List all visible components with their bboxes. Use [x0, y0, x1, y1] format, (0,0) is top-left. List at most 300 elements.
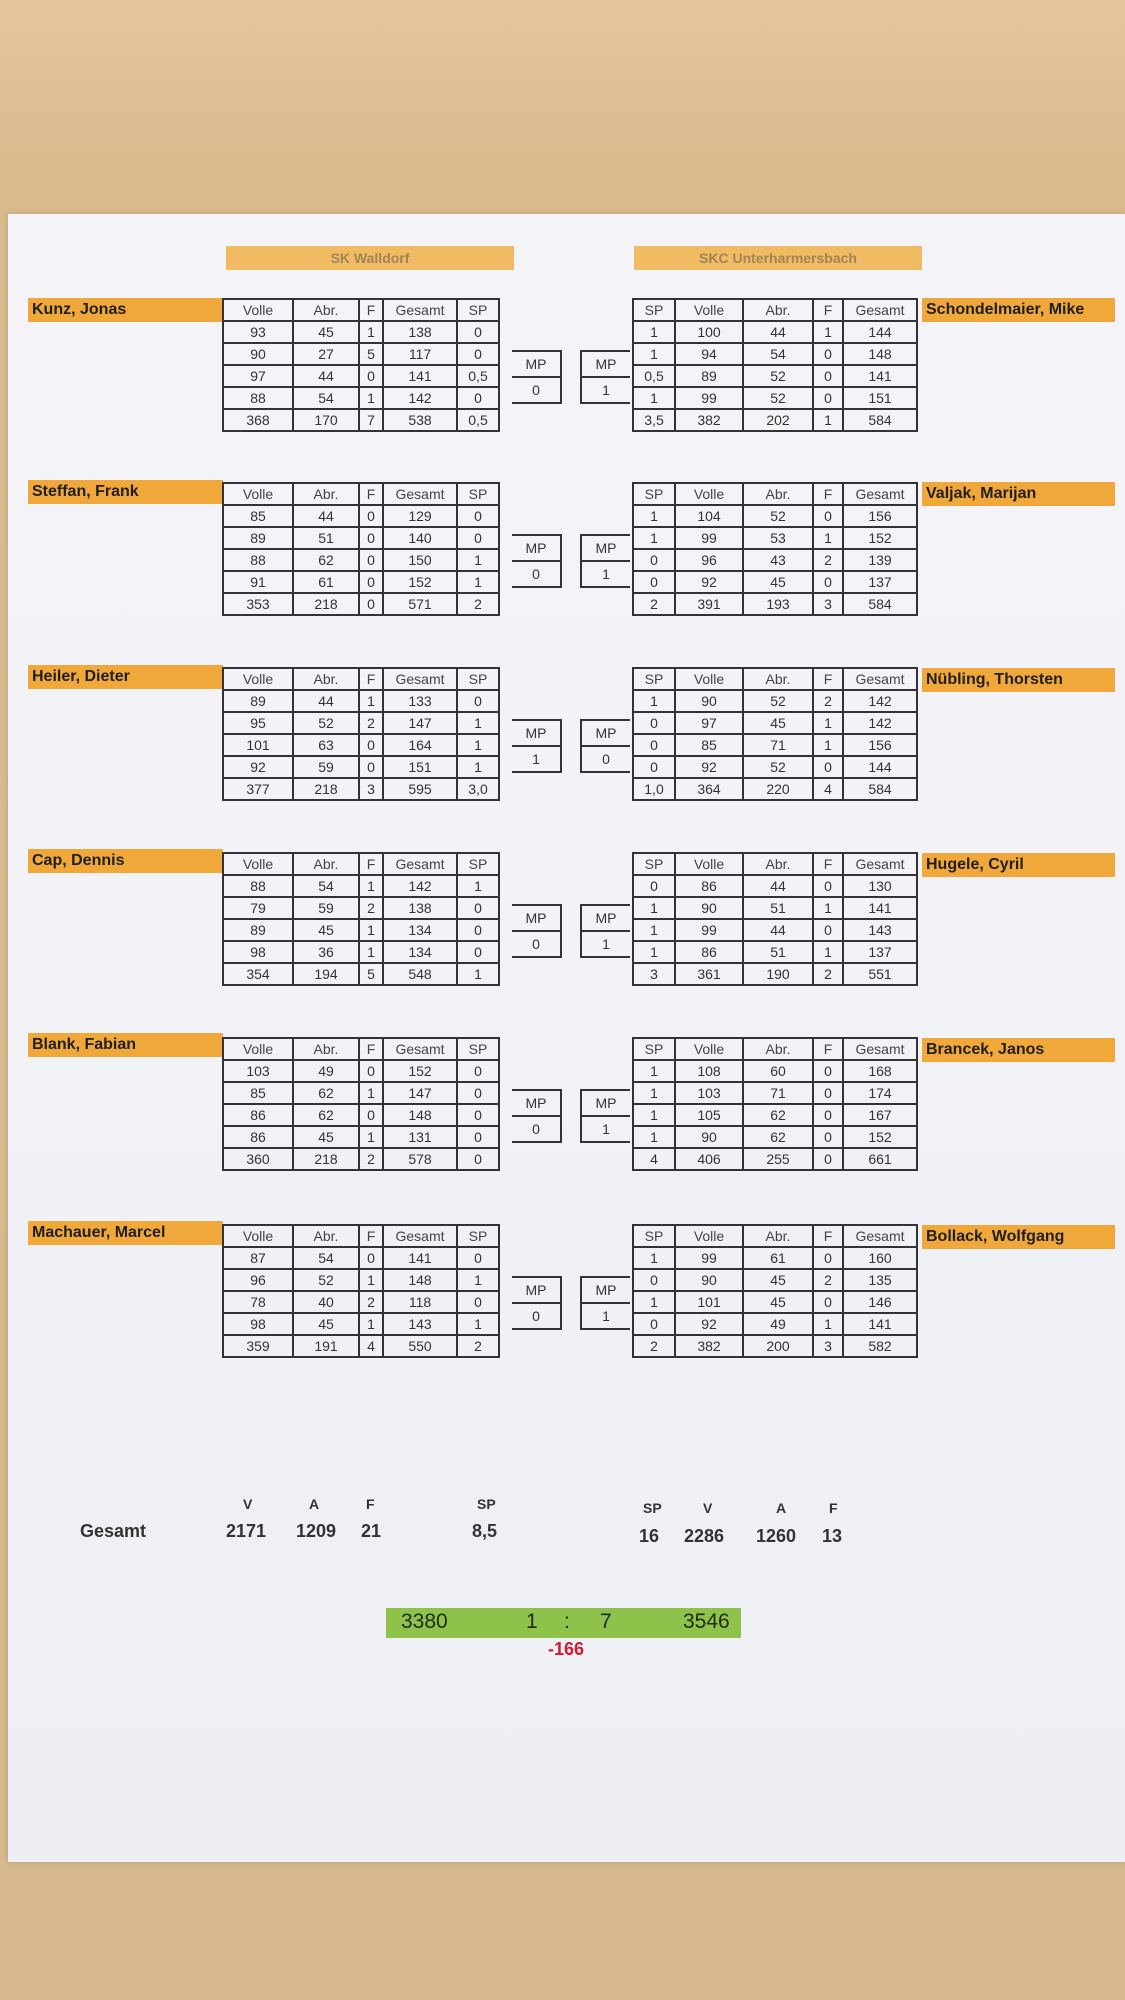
table-cell: 99	[675, 527, 743, 549]
table-cell: 61	[293, 571, 359, 593]
table-cell: 61	[743, 1247, 813, 1269]
table-cell: 550	[383, 1335, 457, 1357]
table-cell: 0	[633, 549, 675, 571]
summary-right-sp: 16	[639, 1526, 660, 1546]
table-cell: 104	[675, 505, 743, 527]
table-cell: 368	[223, 409, 293, 431]
table-row	[633, 343, 917, 365]
table-cell: 49	[743, 1313, 813, 1335]
column-header: Abr.	[293, 668, 359, 690]
mp-value: 1	[602, 1121, 610, 1137]
table-cell: 51	[743, 941, 813, 963]
table-cell: 1	[633, 897, 675, 919]
table-cell: 218	[293, 1148, 359, 1170]
table-cell: 200	[743, 1335, 813, 1357]
column-header: Abr.	[743, 299, 813, 321]
table-cell: 193	[743, 593, 813, 615]
table-cell: 220	[743, 778, 813, 800]
table-cell: 1	[359, 941, 383, 963]
table-cell: 0	[813, 756, 843, 778]
table-cell: 160	[843, 1247, 917, 1269]
table-cell: 141	[843, 1313, 917, 1335]
table-cell: 137	[843, 571, 917, 593]
table-cell: 142	[843, 712, 917, 734]
column-header: Abr.	[743, 668, 813, 690]
table-cell: 1	[457, 1269, 499, 1291]
table-cell: 0	[457, 919, 499, 941]
left-score-table	[222, 667, 500, 801]
table-cell: 364	[675, 778, 743, 800]
table-cell: 150	[383, 549, 457, 571]
table-cell: 1	[813, 734, 843, 756]
table-cell: 1	[633, 1060, 675, 1082]
match-points-box-left	[512, 350, 562, 404]
table-cell: 51	[293, 527, 359, 549]
total-row	[633, 593, 917, 615]
column-header: SP	[457, 668, 499, 690]
table-cell: 0	[359, 734, 383, 756]
table-row	[223, 1269, 499, 1291]
table-cell: 1	[359, 387, 383, 409]
column-header: Volle	[223, 299, 293, 321]
summary-left-v: 2171	[226, 1521, 267, 1541]
table-cell: 1	[457, 712, 499, 734]
table-header-row	[223, 1225, 499, 1247]
table-cell: 54	[293, 1247, 359, 1269]
table-cell: 71	[743, 734, 813, 756]
table-cell: 85	[223, 505, 293, 527]
total-row	[633, 1335, 917, 1357]
table-cell: 1	[813, 321, 843, 343]
table-row	[633, 527, 917, 549]
left-score-table	[222, 852, 500, 986]
column-header: SP	[633, 668, 675, 690]
column-header: Abr.	[743, 483, 813, 505]
table-cell: 0	[457, 321, 499, 343]
table-row	[223, 941, 499, 963]
table-cell: 144	[843, 756, 917, 778]
summary-left-a: 1209	[296, 1521, 337, 1541]
table-cell: 551	[843, 963, 917, 985]
table-cell: 45	[743, 571, 813, 593]
table-header-row	[633, 668, 917, 690]
table-cell: 2	[457, 593, 499, 615]
table-cell: 1	[457, 963, 499, 985]
column-header: Volle	[223, 853, 293, 875]
column-header: Gesamt	[843, 1038, 917, 1060]
final-mp-left: 1	[526, 1610, 538, 1633]
column-header: Volle	[223, 483, 293, 505]
table-row	[633, 505, 917, 527]
table-cell: 4	[813, 778, 843, 800]
summary-left-f: 21	[361, 1521, 382, 1541]
table-cell: 0,5	[633, 365, 675, 387]
table-cell: 140	[383, 527, 457, 549]
table-cell: 1	[457, 1313, 499, 1335]
table-cell: 0	[633, 875, 675, 897]
column-header: SP	[633, 1225, 675, 1247]
table-cell: 584	[843, 593, 917, 615]
summary-left-f-header: F	[366, 1496, 375, 1512]
mp-value: 1	[532, 751, 540, 767]
table-cell: 62	[293, 549, 359, 571]
table-cell: 0	[457, 1247, 499, 1269]
column-header: Gesamt	[843, 853, 917, 875]
table-cell: 86	[223, 1126, 293, 1148]
table-cell: 54	[293, 387, 359, 409]
table-cell: 1	[457, 734, 499, 756]
table-cell: 391	[675, 593, 743, 615]
total-row	[633, 409, 917, 431]
table-row	[223, 321, 499, 343]
table-row	[223, 571, 499, 593]
table-cell: 103	[675, 1082, 743, 1104]
table-cell: 86	[223, 1104, 293, 1126]
total-row	[223, 593, 499, 615]
table-cell: 52	[293, 712, 359, 734]
table-cell: 1	[359, 1126, 383, 1148]
table-cell: 99	[675, 1247, 743, 1269]
table-cell: 96	[223, 1269, 293, 1291]
table-row	[633, 549, 917, 571]
table-cell: 1	[457, 756, 499, 778]
table-cell: 1	[633, 505, 675, 527]
table-cell: 59	[293, 756, 359, 778]
right-score-table	[632, 482, 918, 616]
table-cell: 78	[223, 1291, 293, 1313]
table-cell: 141	[383, 365, 457, 387]
table-cell: 52	[743, 505, 813, 527]
table-cell: 141	[843, 365, 917, 387]
column-header: F	[359, 1225, 383, 1247]
table-header-row	[223, 299, 499, 321]
table-row	[633, 734, 917, 756]
match-points-box-left	[512, 534, 562, 588]
table-cell: 0	[359, 549, 383, 571]
column-header: SP	[457, 853, 499, 875]
table-row	[633, 690, 917, 712]
table-cell: 0	[359, 1060, 383, 1082]
total-row	[633, 963, 917, 985]
table-cell: 1	[633, 690, 675, 712]
left-score-table	[222, 298, 500, 432]
table-row	[633, 1291, 917, 1313]
table-cell: 135	[843, 1269, 917, 1291]
summary-left-a-header: A	[309, 1496, 320, 1512]
player-name-left: Kunz, Jonas	[28, 298, 223, 322]
table-cell: 382	[675, 1335, 743, 1357]
final-score-bar	[386, 1608, 741, 1638]
left-score-table	[222, 482, 500, 616]
table-cell: 85	[223, 1082, 293, 1104]
mp-label: MP	[582, 536, 630, 562]
table-cell: 0	[633, 1269, 675, 1291]
table-cell: 156	[843, 734, 917, 756]
table-cell: 406	[675, 1148, 743, 1170]
table-cell: 105	[675, 1104, 743, 1126]
table-cell: 91	[223, 571, 293, 593]
table-cell: 0	[813, 1060, 843, 1082]
mp-value: 0	[532, 936, 540, 952]
mp-value: 1	[602, 566, 610, 582]
table-cell: 0	[359, 365, 383, 387]
table-row	[223, 1082, 499, 1104]
table-cell: 0	[457, 897, 499, 919]
column-header: Gesamt	[383, 1038, 457, 1060]
table-cell: 88	[223, 875, 293, 897]
table-cell: 151	[843, 387, 917, 409]
table-cell: 146	[843, 1291, 917, 1313]
table-cell: 5	[359, 963, 383, 985]
left-score-table	[222, 1037, 500, 1171]
table-cell: 0	[813, 1082, 843, 1104]
table-cell: 92	[675, 1313, 743, 1335]
column-header: Gesamt	[383, 1225, 457, 1247]
table-cell: 0	[359, 571, 383, 593]
table-cell: 2	[359, 1148, 383, 1170]
column-header: SP	[457, 1225, 499, 1247]
table-cell: 2	[359, 897, 383, 919]
table-header-row	[633, 299, 917, 321]
table-cell: 0	[813, 1247, 843, 1269]
table-cell: 361	[675, 963, 743, 985]
column-header: Gesamt	[843, 299, 917, 321]
player-name-left: Blank, Fabian	[28, 1033, 223, 1057]
table-row	[633, 1060, 917, 1082]
column-header: SP	[633, 299, 675, 321]
table-cell: 44	[743, 875, 813, 897]
table-row	[223, 1291, 499, 1313]
column-header: Volle	[675, 1038, 743, 1060]
table-cell: 1	[633, 1082, 675, 1104]
table-cell: 99	[675, 919, 743, 941]
table-cell: 0	[457, 1126, 499, 1148]
table-cell: 1	[813, 897, 843, 919]
score-difference: -166	[548, 1639, 585, 1659]
table-cell: 117	[383, 343, 457, 365]
column-header: SP	[633, 483, 675, 505]
table-cell: 0,5	[457, 365, 499, 387]
table-cell: 584	[843, 409, 917, 431]
table-cell: 52	[743, 387, 813, 409]
table-cell: 59	[293, 897, 359, 919]
table-row	[223, 505, 499, 527]
table-cell: 141	[383, 1247, 457, 1269]
table-cell: 143	[843, 919, 917, 941]
table-row	[633, 897, 917, 919]
table-cell: 147	[383, 712, 457, 734]
table-cell: 97	[223, 365, 293, 387]
table-header-row	[223, 483, 499, 505]
table-cell: 2	[813, 1269, 843, 1291]
table-cell: 90	[223, 343, 293, 365]
table-cell: 60	[743, 1060, 813, 1082]
table-cell: 90	[675, 1126, 743, 1148]
table-cell: 144	[843, 321, 917, 343]
mp-label: MP	[512, 536, 560, 562]
table-cell: 62	[293, 1104, 359, 1126]
table-cell: 174	[843, 1082, 917, 1104]
table-cell: 40	[293, 1291, 359, 1313]
mp-label: MP	[512, 721, 560, 747]
table-cell: 584	[843, 778, 917, 800]
table-row	[223, 756, 499, 778]
right-score-table	[632, 298, 918, 432]
total-row	[223, 1148, 499, 1170]
player-name-right: Bollack, Wolfgang	[922, 1225, 1115, 1249]
table-cell: 0	[359, 593, 383, 615]
table-cell: 98	[223, 1313, 293, 1335]
table-cell: 0,5	[457, 409, 499, 431]
match-points-box-right	[580, 350, 630, 404]
mp-label: MP	[582, 1091, 630, 1117]
table-cell: 96	[675, 549, 743, 571]
table-cell: 2	[359, 712, 383, 734]
table-header-row	[633, 1225, 917, 1247]
mp-value: 0	[532, 382, 540, 398]
table-cell: 103	[223, 1060, 293, 1082]
table-cell: 44	[743, 321, 813, 343]
table-cell: 170	[293, 409, 359, 431]
total-row	[223, 409, 499, 431]
table-cell: 52	[743, 756, 813, 778]
table-row	[633, 1313, 917, 1335]
column-header: SP	[457, 299, 499, 321]
table-cell: 0	[359, 527, 383, 549]
mp-value: 1	[602, 382, 610, 398]
table-cell: 2	[457, 1335, 499, 1357]
column-header: F	[813, 668, 843, 690]
table-cell: 45	[293, 321, 359, 343]
player-name-left: Machauer, Marcel	[28, 1221, 223, 1245]
table-cell: 218	[293, 778, 359, 800]
table-cell: 168	[843, 1060, 917, 1082]
column-header: Gesamt	[383, 483, 457, 505]
table-row	[223, 734, 499, 756]
table-cell: 152	[383, 1060, 457, 1082]
table-row	[633, 1104, 917, 1126]
column-header: Gesamt	[383, 299, 457, 321]
table-cell: 44	[743, 919, 813, 941]
table-cell: 88	[223, 387, 293, 409]
table-cell: 3	[633, 963, 675, 985]
mp-value: 0	[602, 751, 610, 767]
mp-label: MP	[512, 352, 560, 378]
table-row	[223, 527, 499, 549]
table-cell: 0	[457, 527, 499, 549]
column-header: F	[813, 483, 843, 505]
table-cell: 0	[633, 756, 675, 778]
column-header: F	[359, 483, 383, 505]
table-row	[223, 549, 499, 571]
table-cell: 1	[633, 1291, 675, 1313]
table-row	[223, 1104, 499, 1126]
column-header: SP	[633, 853, 675, 875]
table-cell: 377	[223, 778, 293, 800]
table-cell: 0	[813, 919, 843, 941]
table-cell: 1	[359, 1082, 383, 1104]
table-row	[223, 1126, 499, 1148]
table-cell: 1	[633, 387, 675, 409]
table-cell: 595	[383, 778, 457, 800]
table-row	[633, 756, 917, 778]
column-header: Gesamt	[843, 483, 917, 505]
player-name-right: Valjak, Marijan	[922, 482, 1115, 506]
table-cell: 202	[743, 409, 813, 431]
table-cell: 142	[843, 690, 917, 712]
table-cell: 5	[359, 343, 383, 365]
match-points-box-left	[512, 719, 562, 773]
table-cell: 218	[293, 593, 359, 615]
table-cell: 359	[223, 1335, 293, 1357]
table-cell: 0	[359, 756, 383, 778]
summary-right-f: 13	[822, 1526, 843, 1546]
table-cell: 43	[743, 549, 813, 571]
table-cell: 53	[743, 527, 813, 549]
table-cell: 89	[675, 365, 743, 387]
column-header: Abr.	[293, 853, 359, 875]
table-cell: 85	[675, 734, 743, 756]
column-header: F	[813, 1038, 843, 1060]
table-cell: 360	[223, 1148, 293, 1170]
table-cell: 571	[383, 593, 457, 615]
table-row	[223, 690, 499, 712]
column-header: Volle	[675, 853, 743, 875]
table-row	[223, 875, 499, 897]
table-cell: 151	[383, 756, 457, 778]
table-cell: 382	[675, 409, 743, 431]
table-cell: 138	[383, 897, 457, 919]
table-cell: 100	[675, 321, 743, 343]
match-points-box-right	[580, 1276, 630, 1330]
table-cell: 354	[223, 963, 293, 985]
table-cell: 0	[359, 1104, 383, 1126]
table-cell: 1	[457, 875, 499, 897]
table-cell: 0	[457, 387, 499, 409]
table-cell: 0	[457, 343, 499, 365]
table-cell: 137	[843, 941, 917, 963]
mp-label: MP	[512, 1278, 560, 1304]
table-cell: 147	[383, 1082, 457, 1104]
table-cell: 134	[383, 919, 457, 941]
table-cell: 142	[383, 875, 457, 897]
table-cell: 0	[457, 1104, 499, 1126]
table-row	[223, 712, 499, 734]
table-cell: 130	[843, 875, 917, 897]
table-cell: 3,0	[457, 778, 499, 800]
table-cell: 0	[813, 1148, 843, 1170]
right-score-table	[632, 1224, 918, 1358]
column-header: F	[359, 299, 383, 321]
table-cell: 152	[383, 571, 457, 593]
table-cell: 71	[743, 1082, 813, 1104]
table-cell: 54	[293, 875, 359, 897]
table-row	[633, 365, 917, 387]
table-cell: 2	[633, 1335, 675, 1357]
table-cell: 2	[813, 963, 843, 985]
match-points-box-left	[512, 904, 562, 958]
table-cell: 79	[223, 897, 293, 919]
table-cell: 92	[223, 756, 293, 778]
table-cell: 2	[813, 549, 843, 571]
table-header-row	[223, 668, 499, 690]
column-header: F	[359, 853, 383, 875]
total-row	[633, 778, 917, 800]
mp-label: MP	[582, 721, 630, 747]
total-row	[633, 1148, 917, 1170]
mp-value: 0	[532, 566, 540, 582]
mp-label: MP	[512, 906, 560, 932]
